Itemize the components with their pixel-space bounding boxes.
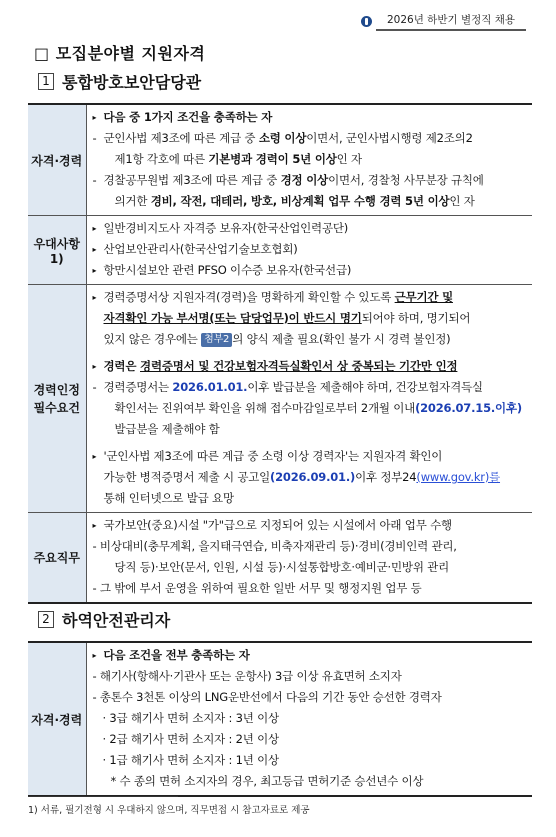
subsection-title-2 (38, 608, 170, 631)
triangle-bullet-icon: ▸ (92, 651, 97, 660)
row-label-duties: 주요직무 (28, 513, 86, 604)
header-tag (361, 12, 526, 31)
list-item: ▸ 일반경비지도사 자격증 보유자(한국산업인력공단) (93, 218, 529, 239)
gov24-link[interactable]: (www.gov.kr)를 (416, 470, 501, 484)
row-label-career: 경력인정 필수요건 (28, 285, 86, 513)
row-label-preference: 우대사항1) (28, 216, 86, 285)
list-item: ▸ 산업보안관리사(한국산업기술보호협회) (93, 239, 529, 260)
triangle-bullet-icon: ▸ (92, 224, 97, 233)
triangle-bullet-icon: ▸ (92, 245, 97, 254)
row-qualification (28, 104, 532, 216)
attachment-badge: 첨부2 (201, 333, 232, 347)
row-content-duties: ▸ 국가보안(중요)시설 "가"급으로 지정되어 있는 시설에서 아래 업무 수행 - 비상대비(충무계획, 을지태극연습, 비축자재관리 등)·경비(경비인력 관리, 당직 등)·보안(문서, 인원, 시설 등)·시설통합방호·예비군·민방위 관리 - 그 밖에 부서 운영을 위하여 필요한 일반 서무 및 행정지원 업무 등 (86, 513, 532, 604)
subsection-title-1-text: 통합방호보안담당관 (62, 73, 202, 92)
triangle-bullet-icon: ▸ (92, 452, 97, 461)
triangle-bullet-icon: ▸ (92, 521, 97, 530)
footnote: 1) 서류, 필기전형 시 우대하지 않으며, 직무면접 시 참고자료로 제공 (28, 805, 310, 816)
header-label: 2026년 하반기 별정직 채용 (376, 12, 526, 31)
subsection-number-2: 2 (38, 611, 54, 628)
subsection-number-1: 1 (38, 73, 54, 90)
row-qualification-2 (28, 642, 532, 796)
list-item: ▸ 항만시설보안 관련 PFSO 이수증 보유자(한국선급) (93, 260, 529, 281)
row-label-qualification: 자격·경력 (28, 104, 86, 216)
info-icon (361, 16, 372, 27)
row-content-preference (86, 216, 532, 285)
subsection-title-2-text: 하역안전관리자 (62, 611, 171, 630)
row-content-qualification: ▸ 다음 중 1가지 조건을 충족하는 자 - 군인사법 제3조에 따른 계급 중 소령 이상이면서, 군인사법시행령 제2조의2 제1항 각호에 따른 기본병과 경력이 5년 이상인 자 - 경찰공무원법 제3조에 따른 계급 중 경정 이상이면서, 경찰청 사무분장 규칙에 의거한 경비, 작전, 대테러, 방호, 비상계획 업무 수행 경력 5년 이상인 자 (86, 104, 532, 216)
triangle-bullet-icon: ▸ (92, 266, 97, 275)
triangle-bullet-icon: ▸ (92, 362, 97, 371)
row-career (28, 285, 532, 513)
row-preference (28, 216, 532, 285)
row-content-career: ▸ 경력증명서상 지원자격(경력)을 명확하게 확인할 수 있도록 근무기간 및 자격확인 가능 부서명(또는 담당업무)이 반드시 명기되어야 하며, 명기되어 있지 않은 경우에는 첨부2 의 양식 제출 필요(확인 불가 시 경력 불인정) ▸ 경력은 경력증명서 및 건강보험자격득실확인서 상 중복되는 기간만 인정 - 경력증명서는 2026.01.01.이후 발급분을 제출해야 하며, 건강보험자격득실 확인서는 진위여부 확인을 위해 접수마감일로부터 2개월 이내(2026.07.15.이후) 발급분을 제출해야 함 ▸ '군인사법 제3조에 따른 계급 중 소령 이상 경력자'는 지원자격 확인이 가능한 병적증명서 제출 시 공고일(2026.09.01.)이후 정부24(www.gov.kr)를 통해 인터넷으로 발급 요망 (86, 285, 532, 513)
section-title: □ 모집분야별 지원자격 (34, 44, 206, 63)
footnote-divider (28, 796, 178, 797)
subsection-title-1 (38, 70, 201, 93)
row-content-qualification-2: ▸ 다음 조건을 전부 충족하는 자 - 해기사(항해사·기관사 또는 운항사) 3급 이상 유효면허 소지자 - 총톤수 3천톤 이상의 LNG운반선에서 다음의 기간 동안 승선한 경력자 · 3급 해기사 면허 소지자 : 3년 이상 · 2급 해기사 면허 소지자 : 2년 이상 · 1급 해기사 면허 소지자 : 1년 이상 * 수 종의 면허 소지자의 경우, 최고등급 면허기준 승선년수 이상 (86, 642, 532, 796)
triangle-bullet-icon: ▸ (92, 293, 97, 302)
row-duties (28, 513, 532, 604)
requirements-table-1 (28, 103, 532, 604)
row-label-qualification-2: 자격·경력 (28, 642, 86, 796)
triangle-bullet-icon: ▸ (92, 113, 97, 122)
requirements-table-2 (28, 641, 532, 797)
